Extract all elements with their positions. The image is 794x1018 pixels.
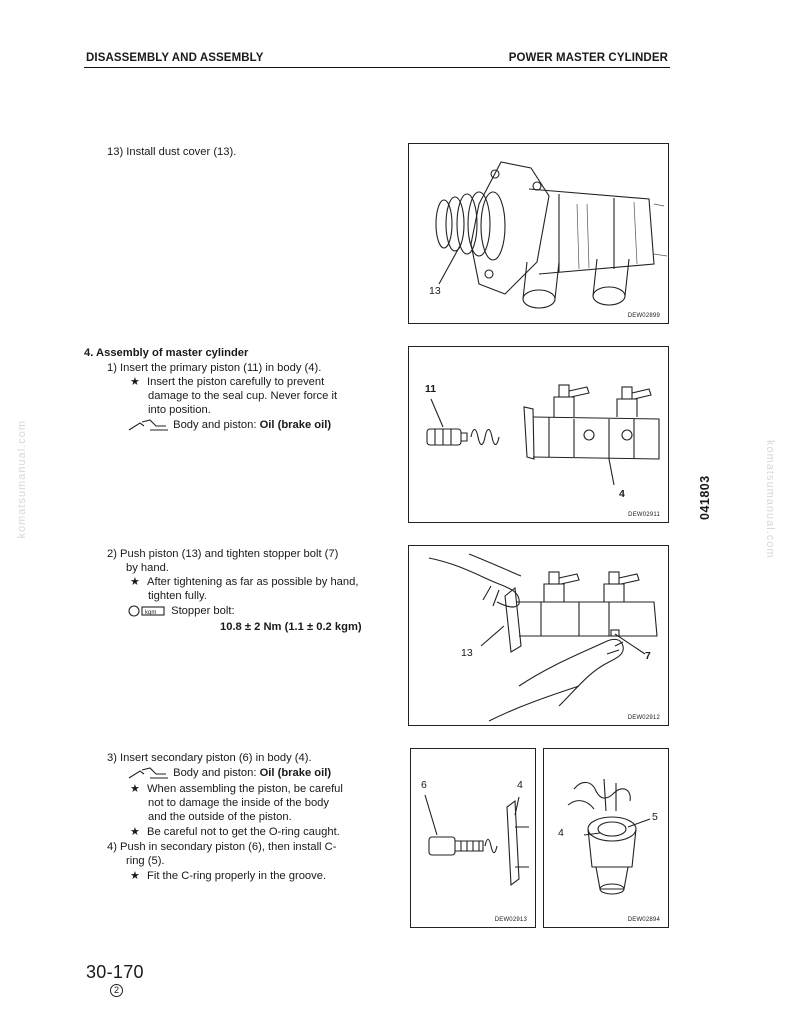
callout-11: 11: [425, 383, 437, 395]
star-icon: ★: [130, 783, 141, 795]
star-icon: ★: [130, 576, 141, 588]
callout-7: 7: [645, 650, 651, 662]
step-4-note: ★ Fit the C-ring properly in the groove.: [130, 870, 327, 882]
figure-dust-cover: [408, 143, 669, 324]
figure-stopper-bolt: [408, 545, 669, 726]
step-3-note-1-line-3: and the outside of the piston.: [148, 811, 292, 823]
step-1-lubricant: Body and piston: Oil (brake oil): [128, 418, 331, 433]
header-section-title: DISASSEMBLY AND ASSEMBLY: [86, 52, 264, 64]
page-header: [84, 50, 670, 68]
callout-5: 5: [652, 811, 658, 823]
star-icon: ★: [130, 376, 141, 388]
figure-primary-piston: [408, 346, 669, 523]
callout-4: 4: [558, 827, 564, 839]
figure-primary-piston-drawing: [409, 347, 670, 524]
step-2-torque-label: kgm Stopper bolt:: [128, 604, 235, 619]
step-1-note-line-3: into position.: [148, 404, 211, 416]
figure-c-ring: [543, 748, 669, 928]
figure-c-ring-drawing: [544, 749, 670, 929]
step-2-text-line-1: 2) Push piston (13) and tighten stopper bolt (7): [107, 548, 339, 560]
step-4-text-line-1: 4) Push in secondary piston (6), then install C-: [107, 841, 337, 853]
step-3-text: 3) Insert secondary piston (6) in body (4).: [107, 752, 312, 764]
step-3-note-1-line-1: ★ When assembling the piston, be careful: [130, 783, 343, 795]
step-3-note-2: ★ Be careful not to get the O-ring caught.: [130, 826, 340, 838]
star-icon: ★: [130, 826, 141, 838]
side-reference-code: 041803: [698, 475, 712, 520]
figure-code: DEW02911: [628, 512, 660, 518]
callout-6: 6: [421, 779, 427, 791]
header-component-title: POWER MASTER CYLINDER: [508, 52, 668, 64]
step-13-text: 13) Install dust cover (13).: [107, 146, 237, 158]
section-4-title: 4. Assembly of master cylinder: [84, 347, 249, 359]
callout-4: 4: [517, 779, 523, 791]
lubricant-oil-can-icon: [128, 418, 170, 432]
star-icon: ★: [130, 870, 141, 882]
callout-13: 13: [461, 647, 473, 659]
figure-dust-cover-drawing: [409, 144, 670, 325]
callout-4: 4: [619, 488, 625, 500]
watermark-right: komatsumanual.com: [764, 440, 776, 559]
watermark-left: komatsumanual.com: [16, 420, 28, 539]
figure-code: DEW02913: [494, 917, 527, 923]
step-1-text: 1) Insert the primary piston (11) in body (4).: [107, 362, 322, 374]
step-1-note-line-2: damage to the seal cup. Never force it: [148, 390, 338, 402]
figure-code: DEW02899: [627, 313, 660, 319]
step-3-lubricant: Body and piston: Oil (brake oil): [128, 766, 331, 781]
callout-13: 13: [429, 285, 441, 297]
lubricant-oil-can-icon: [128, 766, 170, 780]
torque-wrench-icon: [128, 604, 168, 618]
page-number: 30-170: [86, 962, 144, 982]
figure-code: DEW02912: [627, 715, 660, 721]
figure-secondary-piston: [410, 748, 536, 928]
figure-code: DEW02894: [627, 917, 660, 923]
step-2-note-line-2: tighten fully.: [148, 590, 207, 602]
step-1-note-line-1: ★ Insert the piston carefully to prevent: [130, 376, 325, 388]
step-4-text-line-2: ring (5).: [126, 855, 165, 867]
figure-stopper-bolt-drawing: [409, 546, 670, 727]
step-2-torque-value: 10.8 ± 2 Nm (1.1 ± 0.2 kgm): [220, 621, 362, 633]
step-2-note-line-1: ★ After tightening as far as possible by hand,: [130, 576, 359, 588]
step-2-text-line-2: by hand.: [126, 562, 169, 574]
revision-mark: 2: [110, 984, 123, 997]
figure-secondary-piston-drawing: [411, 749, 537, 929]
torque-icon-label: kgm: [145, 610, 157, 617]
step-3-note-1-line-2: not to damage the inside of the body: [148, 797, 329, 809]
